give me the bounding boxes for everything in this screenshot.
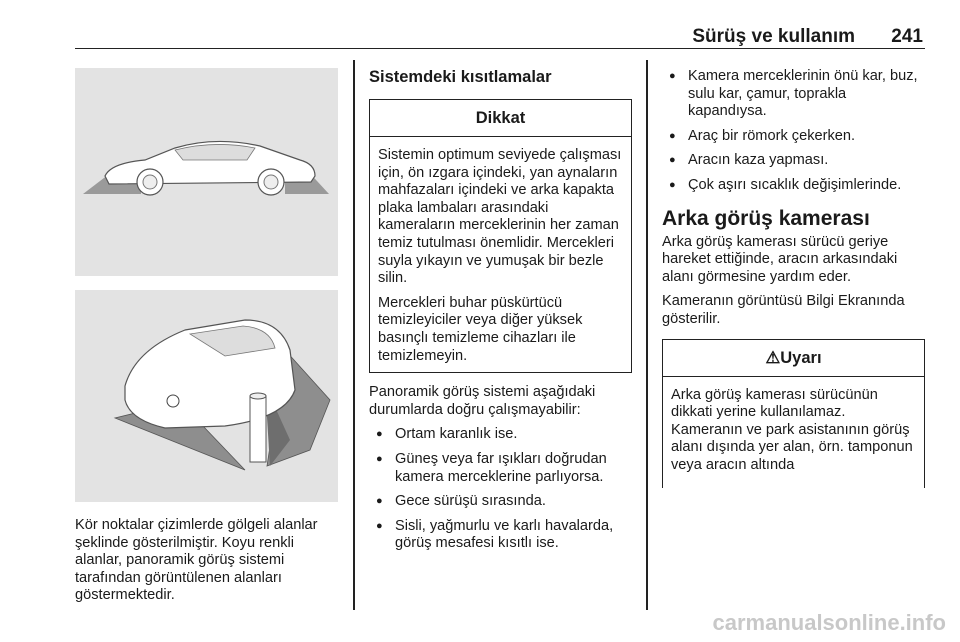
page-header	[75, 24, 925, 49]
column-divider	[353, 60, 355, 610]
notice-paragraph: Mercekleri buhar püskürtücü temizleyiciler veya diğer yüksek basınçlı temizleme cihazları ile temizlemeyin.	[378, 294, 583, 364]
list-item: ● Güneş veya far ışıkları doğrudan kamera merceklerine parlıyorsa.	[369, 451, 632, 486]
warning-title	[663, 340, 924, 377]
paragraph: Panoramik görüş sistemi aşağıdaki durumlarda doğru çalışmayabilir:	[369, 384, 596, 418]
list-item: ● Aracın kaza yapması.	[662, 152, 925, 170]
watermark: carmanualsonline.info	[712, 610, 946, 635]
warning-triangle-icon: ⚠	[765, 348, 781, 367]
paragraph: Arka görüş kamerası sürücü geriye hareket ettiğinde, aracın arkasındaki alanı görmesine yardım eder.	[662, 233, 898, 285]
notice-title: Dikkat	[370, 100, 631, 137]
list-item: ● Gece sürüşü sırasında.	[369, 493, 632, 511]
warning-paragraph: Arka görüş kamerası sürücünün dikkati yerine kullanılamaz. Kameranın ve park asistanının görüş alanı dışında yer alan, örn. tamponun veya aracın altında	[671, 386, 913, 473]
limitations-list	[369, 426, 632, 553]
section-title: Arka görüş kamerası	[662, 206, 870, 230]
illustration-caption: Kör noktalar çizimlerde gölgeli alanlar şeklinde gösterilmiştir. Koyu renkli alanlar, panoramik görüş sistemi tarafından görüntülenen alanları göstermektedir.	[75, 517, 318, 604]
notice-box	[369, 99, 632, 373]
column-divider	[646, 60, 648, 610]
list-item: ● Ortam karanlık ise.	[369, 426, 632, 444]
list-item: ● Kamera merceklerinin önü kar, buz, sulu kar, çamur, toprakla kapandıysa.	[662, 68, 925, 121]
paragraph: Kameranın görüntüsü Bilgi Ekranında gösterilir.	[662, 293, 905, 327]
warning-box	[662, 339, 925, 488]
limitations-list-continued	[662, 68, 925, 195]
page-number: 241	[891, 26, 923, 47]
car-side-illustration	[75, 68, 338, 276]
warning-title-text: Uyarı	[780, 348, 822, 367]
page-title: Sürüş ve kullanım	[692, 26, 855, 47]
list-item: ● Araç bir römork çekerken.	[662, 128, 925, 146]
list-item: ● Çok aşırı sıcaklık değişimlerinde.	[662, 177, 925, 195]
car-top-view-illustration	[75, 290, 338, 502]
section-subheading: Sistemdeki kısıtlamalar	[369, 68, 552, 86]
list-item: ● Sisli, yağmurlu ve karlı havalarda, görüş mesafesi kısıtlı ise.	[369, 518, 632, 553]
notice-paragraph: Sistemin optimum seviyede çalışması için, ön ızgara içindeki, yan aynaların mahfazaları içindeki ve arka kapakta plaka lambaları arasındaki kameraların merceklerinin her zaman temiz tutulması önemlidir. Mercekleri suyla yıkayın ve yumuşak bir bezle silin.	[378, 147, 622, 287]
